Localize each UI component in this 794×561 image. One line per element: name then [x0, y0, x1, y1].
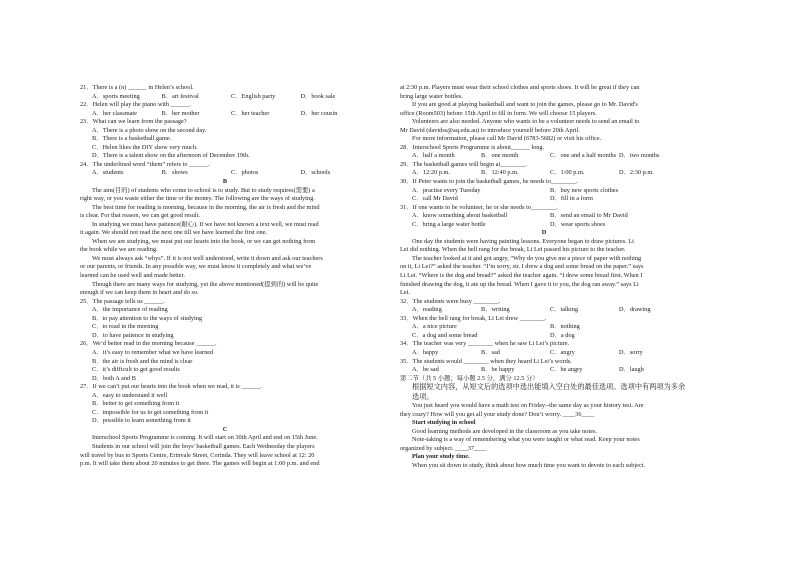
- question-35-stem: 35．The students would ________ when they heard Li Lei’s words.: [400, 357, 572, 365]
- passage-b-line: right way, or you waste either the time or the money. The following are the ways of studying.: [80, 195, 315, 203]
- passage-d-line: Lei.: [400, 289, 410, 297]
- option-a: A．There is a photo show on the second day.: [92, 126, 207, 134]
- option-b: B．the air is fresh and the mind is clear: [92, 357, 193, 365]
- option-c: C．call Mr David: [412, 195, 458, 203]
- option-c: C．it’s difficult to get good results: [92, 366, 180, 374]
- option-d: D．sorry: [619, 348, 643, 356]
- passage-d-line: One day the students were having painting lessons. Everyone began to draw pictures. Li: [412, 237, 634, 245]
- option-c: C．1:00 p.m.: [550, 169, 585, 177]
- option-d: D．schools: [300, 169, 331, 177]
- passage-b-line: We must always ask “whys”. If it is not well understood, write it down and ask our teachers: [92, 254, 323, 262]
- option-b: B．send an email to Mr David: [550, 212, 628, 220]
- option-b: B．writing: [481, 306, 510, 314]
- option-d: D．possible to learn something from it: [92, 417, 191, 425]
- option-d: D．a dog: [550, 331, 575, 339]
- question-26-stem: 26．We’d better read in the morning because ______.: [80, 340, 217, 348]
- option-a: A．half a month: [412, 152, 455, 160]
- passage-e-line: organized by subject. ____37____: [400, 444, 487, 452]
- question-28-options: [400, 152, 688, 161]
- option-c: C．talking: [550, 306, 578, 314]
- passage-b-line: Though there are many ways for studying, yet the above mentioned(提到的) will be quite: [92, 280, 319, 288]
- option-c: C．to read in the morning: [92, 323, 159, 331]
- question-25-stem: 25．The passage tells us ______.: [80, 297, 165, 305]
- passage-d-line: Li Lei. “Where is the dog and bread?” asked the teacher again. “I drew some bread first. When I: [400, 272, 643, 280]
- passage-c-line: will travel by bus to Sports Centre, Erinvale Street, Corinda. They will leave school at 12: 20: [80, 451, 315, 459]
- section-c-heading: C: [222, 425, 228, 433]
- option-d: D．laugh: [619, 366, 644, 374]
- passage-c-line: Volunteers are also needed. Anyone who wants to be a volunteer needs to send an email to: [412, 118, 640, 126]
- passage-b-line: learned can be used well and made better.: [80, 272, 185, 280]
- question-21-options: [80, 93, 370, 102]
- passage-e-line: Good learning methods are developed in the classroom as you take notes.: [412, 427, 598, 435]
- question-31-stem: 31．If one wants to be volunteer, he or she needs to________.: [400, 203, 558, 211]
- passage-c-line: p.m. It will take them about 20 minutes to get there. The games will begin at 1:00 p.m. and end: [80, 460, 320, 468]
- question-34-stem: 34．The teacher was very ________ when he saw Li Lei’s picture.: [400, 340, 570, 348]
- option-d: D．2:30 p.m.: [619, 169, 654, 177]
- passage-c-line: If you are good at playing basketball and want to join the games, please go to Mr. David's: [412, 101, 638, 109]
- question-31-options: [400, 221, 688, 230]
- passage-c-line: Students in our school will join the boys' basketball games. Each Wednesday the players: [92, 442, 315, 450]
- passage-d-line: on it, Li Lei?” asked the teacher. “I’m sorry, sir. I drew a dog and some bread on the paper.” says: [400, 263, 644, 271]
- passage-d-line: The teacher looked at it and got angry, “Why do you give me a piece of paper with nothing: [412, 254, 642, 262]
- passage-d-line: finished drawing the dog, it ate up the bread. When I gave it to you, the dog ran away.” says Li: [400, 280, 639, 288]
- option-b: B．better to get something from it: [92, 400, 180, 408]
- option-d: D．to have patience in studying: [92, 331, 174, 339]
- option-b: B．to pay attention to the ways of studying: [92, 314, 203, 322]
- option-d: D．two months: [619, 152, 660, 160]
- option-a: A．her classmate: [92, 109, 137, 117]
- passage-c-line: For more information, please call Mr David (6783-5682) or visit his office.: [412, 135, 602, 143]
- option-b: B．be happy: [481, 366, 515, 374]
- option-c: C．photos: [231, 169, 259, 177]
- option-b: B．shows: [161, 169, 188, 177]
- passage-c-line: Mr David (davidss@aq.edu.au) to introduce yourself before 20th April.: [400, 126, 580, 134]
- question-35-options: [400, 366, 688, 375]
- option-b: B．her mother: [161, 109, 200, 117]
- question-22-options: [80, 110, 370, 119]
- option-a: A．know something about basketball: [412, 212, 508, 220]
- question-29-stem: 29．The basketball games will begin at________.: [400, 160, 527, 168]
- question-31-options: [400, 212, 688, 221]
- option-c: C．her teacher: [231, 109, 270, 117]
- option-c: C．one and a half months: [550, 152, 617, 160]
- passage-e-line: When you sit down to study, think about how much time you want to devote to each subject.: [412, 461, 646, 469]
- section-d-heading: D: [541, 229, 547, 237]
- option-c: C．angry: [550, 348, 575, 356]
- question-30-stem: 30．If Peter wants to join the basketball games, he needs to________.: [400, 178, 578, 186]
- passage-e-line: Note-taking is a way of remembering what you were taught or what read. Keep your notes: [412, 436, 640, 444]
- passage-b-line: In studying we must have patience(耐心). If we have not known a text well, we must read: [92, 220, 319, 228]
- option-a: A．be sad: [412, 366, 439, 374]
- question-33-options: [400, 323, 688, 332]
- option-c: C．bring a large water bottle: [412, 220, 486, 228]
- option-a: A．a nice picture: [412, 323, 457, 331]
- passage-e-line: You just heard you would have a math test on Friday--the same day as your history test. Are: [412, 402, 644, 410]
- option-a: A．practise every Tuesday: [412, 186, 481, 194]
- option-b: B．There is a basketball game.: [92, 135, 172, 143]
- passage-b-line: or our parents, or friends. In any possible way, we must know it completely and what we’ve: [80, 263, 312, 271]
- option-b: B．buy new sports clothes: [550, 186, 619, 194]
- question-28-stem: 28．Interschool Sports Programme is about______ long.: [400, 143, 545, 151]
- part-two-instructions: 根据短文内容，从短文后的选项中选出能填入空白处的最佳选项。选项中有两项为多余选项。: [412, 383, 686, 401]
- question-24-options: [80, 169, 370, 178]
- passage-b-line: the book while we are reading.: [80, 246, 158, 254]
- option-b: B．one month: [481, 152, 519, 160]
- passage-b-line: The best time for reading is morning, because in the morning, the air is fresh and the mind: [92, 203, 320, 211]
- question-27-stem: 27．If we can’t put our hearts into the book when we read, it is ______.: [80, 383, 262, 391]
- left-column: [80, 84, 370, 469]
- subheading-plan-study-time: Plan your study time.: [412, 453, 470, 461]
- option-a: A．12:20 p.m.: [412, 169, 450, 177]
- question-21-stem: 21．There is a (n) ______ in Helen’s school.: [80, 84, 194, 91]
- option-d: D．drawing: [619, 306, 651, 314]
- subheading-start-studying: Start studying in school: [412, 419, 476, 427]
- question-30-options: [400, 187, 688, 196]
- question-30-options: [400, 195, 688, 204]
- option-a: A．easy to understand it well: [92, 391, 168, 399]
- right-column: [400, 84, 688, 471]
- option-c: C．a dog and some bread: [412, 331, 478, 339]
- question-32-options: [400, 306, 688, 315]
- option-a: A．students: [92, 169, 124, 177]
- option-a: A．sports meeting: [92, 92, 140, 100]
- option-b: B．sad: [481, 348, 500, 356]
- option-a: A．reading: [412, 306, 442, 314]
- option-b: B．art festival: [161, 92, 199, 100]
- option-c: C．be angry: [550, 366, 583, 374]
- passage-e-line: they crazy? How will you get all your study done? Don’t worry. ____36____: [400, 410, 595, 418]
- section-b-heading: B: [222, 178, 228, 186]
- question-23-stem: 23．What can we learn from the passage?: [80, 118, 187, 126]
- question-33-options: [400, 332, 688, 341]
- option-d: D．wear sports shoes: [550, 220, 606, 228]
- question-32-stem: 32．The students were busy ________.: [400, 297, 501, 305]
- passage-b-line: is clear. For that reason, we can get good result.: [80, 212, 200, 220]
- option-d: D．her cousin: [300, 109, 338, 117]
- passage-b-line: it again. We should not read the next one till we have learned the first one.: [80, 229, 267, 237]
- option-d: D．There is a talent show on the afternoon of December 19th.: [92, 152, 250, 160]
- option-d: D．fill in a form: [550, 195, 593, 203]
- question-33-stem: 33．When the bell rang for break, Li Lei drew ________.: [400, 314, 547, 322]
- option-c: C．impossible for us to get something from it: [92, 408, 209, 416]
- option-b: B．nothing: [550, 323, 580, 331]
- passage-b-line: enough if we can keep them in heart and do so.: [80, 289, 199, 297]
- passage-c-line: at 2:30 p.m. Players must wear their school clothes and sports shoes. It will be great if they can: [400, 84, 640, 91]
- passage-b-line: When we are studying, we must put our hearts into the book, or we can get nothing from: [92, 237, 316, 245]
- option-b: B．12:40 p.m.: [481, 169, 519, 177]
- passage-c-line: Interschool Sports Programme is coming. It will start on 30th April and end on 15th June.: [92, 434, 318, 442]
- option-a: A．happy: [412, 348, 439, 356]
- option-a: A．the importance of reading: [92, 306, 168, 314]
- passage-c-line: bring large water bottles.: [400, 92, 463, 100]
- passage-b-line: The aim(目的) of students who come to school is to study. But to study requires(需要) a: [92, 186, 315, 194]
- option-d: D．both A and B: [92, 374, 136, 382]
- option-c: C．English party: [231, 92, 276, 100]
- passage-c-line: office (Room503) before 15th April to fill in form. We will choose 15 players.: [400, 109, 597, 117]
- option-a: A．it’s easy to remember what we have learned: [92, 348, 214, 356]
- option-d: D．book sale: [300, 92, 336, 100]
- question-22-stem: 22．Helen will play the piano with ______.: [80, 101, 192, 109]
- question-29-options: [400, 169, 688, 178]
- question-34-options: [400, 349, 688, 358]
- question-24-stem: 24．The underlined word “them” refers to ______.: [80, 160, 210, 168]
- option-c: C．Helen likes the DIY show very much.: [92, 143, 198, 151]
- part-two-heading: 第二节（共 5 小题；每小题 2.5 分，满分 12.5 分）: [400, 374, 539, 382]
- passage-d-line: Lei did nothing. When the bell rang for the break, Li Lei passed his picture to the teacher.: [400, 246, 626, 254]
